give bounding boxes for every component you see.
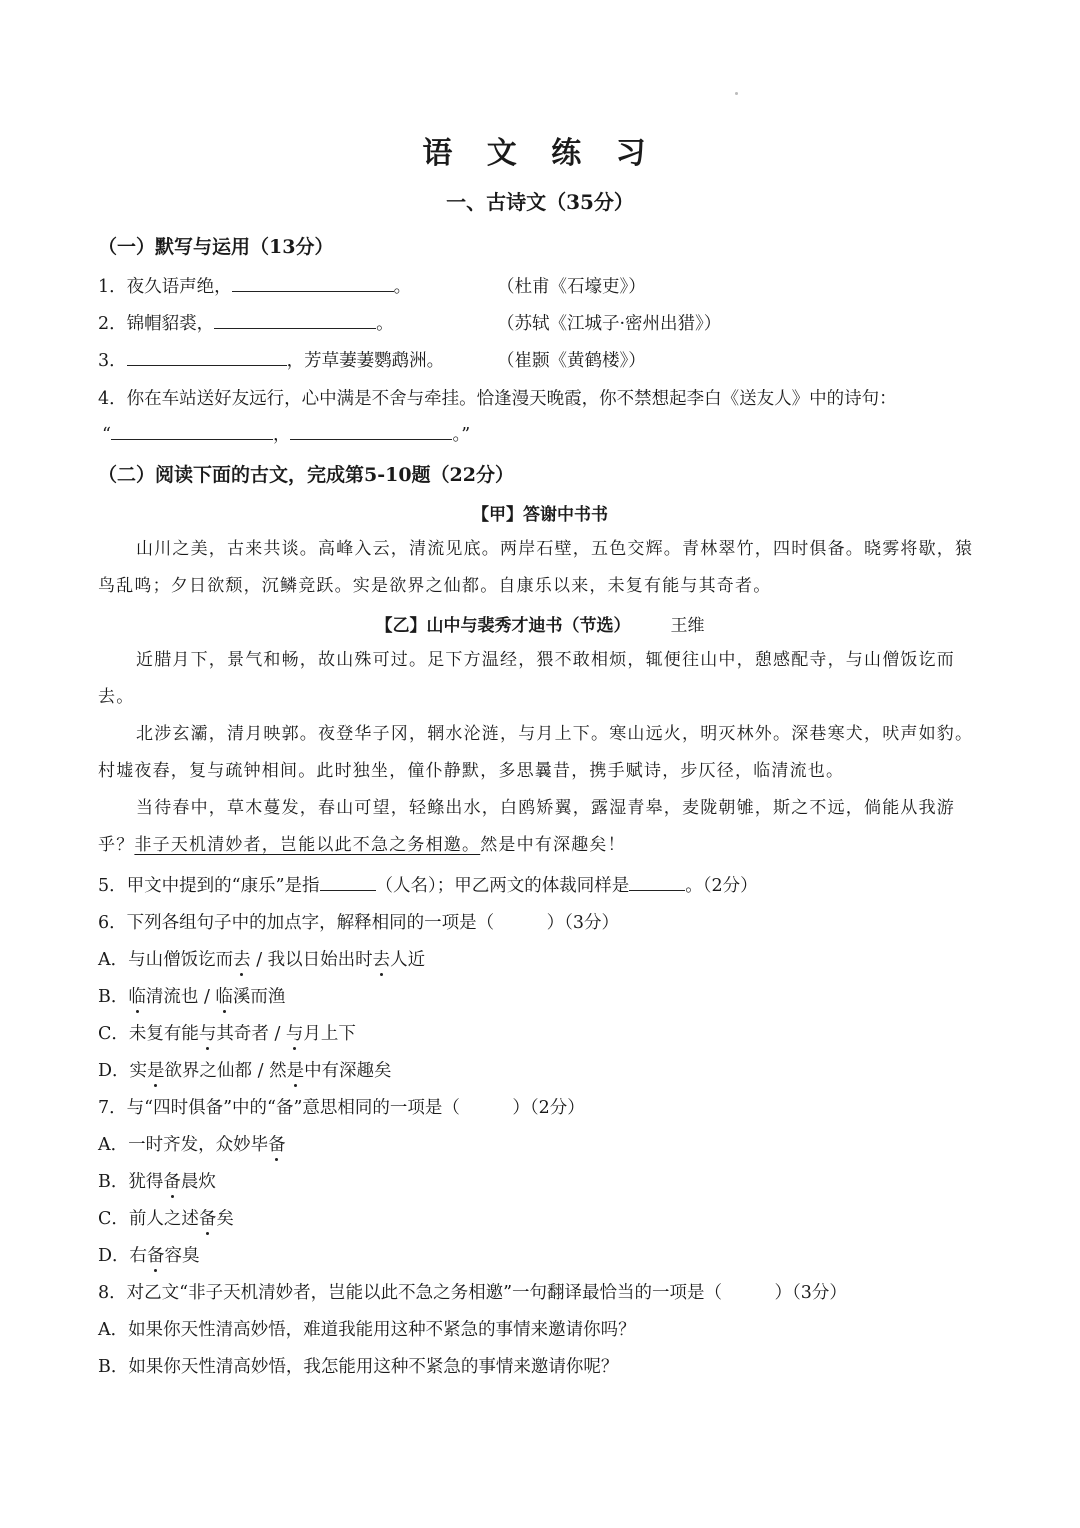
question-7-option-a[interactable]: A．一时齐发，众妙毕备 xyxy=(98,1135,286,1155)
question-8: 8．对乙文“非子天机清妙者，岂能以此不急之务相邀”一句翻译最恰当的一项是（ ）（3分） xyxy=(98,1283,847,1303)
question-3: 3． ，芳草萋萋鹦鹉洲。 xyxy=(98,347,444,372)
answer-blank[interactable] xyxy=(629,872,685,891)
question-2-source: （苏轼《江城子·密州出猎》） xyxy=(497,314,722,334)
question-8-option-a[interactable]: A．如果你天性清高妙悟，难道我能用这种不紧急的事情来邀请你吗？ xyxy=(98,1320,636,1340)
answer-blank[interactable] xyxy=(320,872,376,891)
part-1-heading: （一）默写与运用（13分） xyxy=(98,236,334,258)
question-4-answer: “ ， 。” xyxy=(102,421,470,446)
passage-a-title: 【甲】答谢中书书 xyxy=(472,505,608,525)
answer-blank[interactable] xyxy=(232,273,394,292)
scan-speck xyxy=(735,92,738,95)
answer-blank[interactable] xyxy=(214,310,376,329)
question-4: 4．你在车站送好友远行，心中满是不舍与牵挂。恰逢漫天晚霞，你不禁想起李白《送友人》中的诗句： xyxy=(98,389,897,409)
question-7-option-d[interactable]: D．右备容臭 xyxy=(98,1246,200,1266)
question-6-option-b[interactable]: B．临清流也 / 临溪而渔 xyxy=(98,987,286,1007)
answer-blank[interactable] xyxy=(127,347,287,366)
passage-b-para-1: 近腊月下，景气和畅，故山殊可过。足下方温经，猥不敢相烦，辄便往山中，憩感配寺，与山僧饭讫而去。 xyxy=(98,650,955,707)
question-3-source: （崔颢《黄鹤楼》） xyxy=(497,351,646,371)
passage-b-title: 【乙】山中与裴秀才迪书（节选） 王维 xyxy=(375,616,705,636)
section-heading: 一、古诗文（35分） xyxy=(446,190,634,214)
question-7: 7．与“四时俱备”中的“备”意思相同的一项是（ ）（2分） xyxy=(98,1098,585,1118)
question-7-option-c[interactable]: C．前人之述备矣 xyxy=(98,1209,234,1229)
passage-b-para-3: 当待春中，草木蔓发，春山可望，轻鲦出水，白鸥矫翼，露湿青皋，麦陇朝雊，斯之不远，倘能从我游乎？非子天机清妙者，岂能以此不急之务相邀。然是中有深趣矣！ xyxy=(98,798,955,855)
question-8-option-b[interactable]: B．如果你天性清高妙悟，我怎能用这种不紧急的事情来邀请你呢？ xyxy=(98,1357,619,1377)
part-2-heading: （二）阅读下面的古文，完成第5-10题（22分） xyxy=(98,464,514,486)
question-2: 2．锦帽貂裘， 。 xyxy=(98,310,394,335)
underlined-sentence: 非子天机清妙者，岂能以此不急之务相邀。 xyxy=(134,835,481,855)
answer-blank[interactable] xyxy=(290,421,452,440)
question-5: 5．甲文中提到的“康乐”是指 （人名）；甲乙两文的体裁同样是 。（2分） xyxy=(98,872,758,897)
question-6-option-c[interactable]: C．未复有能与其奇者 / 与月上下 xyxy=(98,1024,356,1044)
question-7-option-b[interactable]: B．犹得备晨炊 xyxy=(98,1172,216,1192)
passage-b-author: 王维 xyxy=(670,616,705,636)
question-6: 6．下列各组句子中的加点字，解释相同的一项是（ ）（3分） xyxy=(98,913,620,933)
passage-b-para-2: 北涉玄灞，清月映郭。夜登华子冈，辋水沦涟，与月上下。寒山远火，明灭林外。深巷寒犬，吠声如豹。村墟夜舂，复与疏钟相间。此时独坐，僮仆静默，多思曩昔，携手赋诗，步仄径，临清流也。 xyxy=(98,724,974,781)
question-6-option-a[interactable]: A．与山僧饭讫而去 / 我以日始出时去人近 xyxy=(98,950,426,970)
page-title: 语 文 练 习 xyxy=(422,136,658,171)
answer-blank[interactable] xyxy=(111,421,273,440)
question-1: 1．夜久语声绝， 。 xyxy=(98,273,411,298)
question-6-option-d[interactable]: D．实是欲界之仙都 / 然是中有深趣矣 xyxy=(98,1061,392,1081)
question-1-source: （杜甫《石壕吏》） xyxy=(497,277,646,297)
passage-a-text: 山川之美，古来共谈。高峰入云，清流见底。两岸石壁，五色交辉。青林翠竹，四时俱备。晓雾将歇，猿鸟乱鸣；夕日欲颓，沉鳞竞跃。实是欲界之仙都。自康乐以来，未复有能与其奇者。 xyxy=(98,539,974,596)
